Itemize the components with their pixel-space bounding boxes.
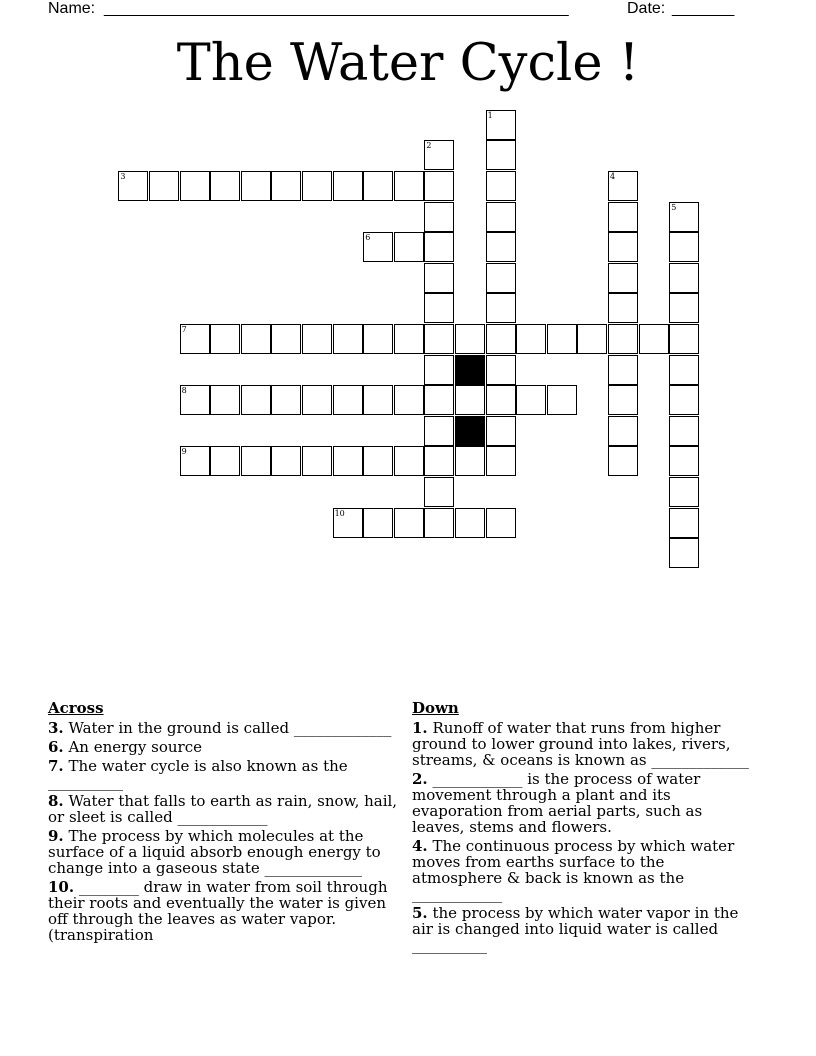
clue-text: Water in the ground is called _____________ — [68, 719, 392, 737]
crossword-cell[interactable] — [424, 477, 454, 507]
crossword-cell[interactable] — [486, 416, 516, 446]
crossword-cell[interactable] — [241, 171, 271, 201]
clue-text: An energy source — [68, 738, 202, 756]
crossword-cell[interactable] — [486, 202, 516, 232]
crossword-cell[interactable] — [608, 385, 638, 415]
crossword-cell[interactable] — [363, 446, 393, 476]
across-clue — [48, 793, 403, 825]
crossword-cell[interactable] — [210, 385, 240, 415]
crossword-cell[interactable] — [424, 355, 454, 385]
crossword-cell[interactable] — [486, 263, 516, 293]
across-clues — [48, 700, 403, 946]
crossword-cell[interactable] — [424, 293, 454, 323]
crossword-cell[interactable] — [608, 171, 638, 201]
clue-number: 6. — [48, 738, 64, 756]
clue-number: 5. — [412, 904, 428, 922]
crossword-cell[interactable] — [333, 171, 363, 201]
crossword-cell[interactable] — [424, 324, 454, 354]
crossword-cell[interactable] — [669, 477, 699, 507]
crossword-cell[interactable] — [302, 171, 332, 201]
crossword-cell[interactable] — [180, 446, 210, 476]
down-clues — [412, 700, 757, 956]
clue-number: 4. — [412, 837, 428, 855]
crossword-cell[interactable] — [363, 324, 393, 354]
name-line[interactable]: ______________________________________________________ — [104, 0, 569, 17]
crossword-cell[interactable] — [608, 416, 638, 446]
crossword-cell[interactable] — [241, 385, 271, 415]
clue-number: 7 — [181, 325, 187, 334]
crossword-cell[interactable] — [608, 263, 638, 293]
crossword-cell[interactable] — [486, 355, 516, 385]
crossword-cell[interactable] — [271, 324, 301, 354]
crossword-cell[interactable] — [486, 293, 516, 323]
crossword-cell[interactable] — [302, 446, 332, 476]
black-square — [455, 355, 485, 385]
crossword-cell[interactable] — [363, 385, 393, 415]
down-heading: Down — [412, 699, 459, 717]
black-square — [455, 416, 485, 446]
crossword-cell[interactable] — [333, 508, 363, 538]
crossword-cell[interactable] — [486, 508, 516, 538]
crossword-cell[interactable] — [424, 263, 454, 293]
across-clue — [48, 758, 403, 790]
clue-number: 8. — [48, 792, 64, 810]
clue-number: 5 — [671, 202, 677, 212]
crossword-cell[interactable] — [486, 171, 516, 201]
date-label: Date: — [627, 0, 666, 17]
crossword-cell[interactable] — [424, 446, 454, 476]
clue-text: ____________ is the process of water movement through a plant and its evaporation from aerial parts, such as leaves, stems and flowers. — [412, 770, 703, 836]
date-line[interactable]: _______ — [672, 0, 735, 17]
down-clue — [412, 720, 757, 768]
crossword-cell[interactable] — [210, 171, 240, 201]
crossword-cell[interactable] — [394, 232, 424, 262]
crossword-cell[interactable] — [608, 202, 638, 232]
crossword-cell[interactable] — [333, 324, 363, 354]
clue-number: 3 — [120, 172, 126, 181]
crossword-cell[interactable] — [608, 324, 638, 354]
crossword-cell[interactable] — [333, 446, 363, 476]
crossword-cell[interactable] — [210, 446, 240, 476]
clue-number: 7. — [48, 757, 64, 775]
clue-text: Water that falls to earth as rain, snow, hail, or sleet is called ____________ — [48, 792, 398, 826]
crossword-cell[interactable] — [669, 293, 699, 323]
crossword-cell[interactable] — [608, 293, 638, 323]
crossword-cell[interactable] — [608, 355, 638, 385]
crossword-cell[interactable] — [639, 324, 669, 354]
crossword-cell[interactable] — [577, 324, 607, 354]
crossword-cell[interactable] — [424, 202, 454, 232]
crossword-cell[interactable] — [486, 446, 516, 476]
crossword-cell[interactable] — [424, 140, 454, 170]
down-clue — [412, 905, 757, 953]
crossword-cell[interactable] — [486, 385, 516, 415]
clue-number: 6 — [365, 233, 371, 243]
crossword-cell[interactable] — [455, 508, 485, 538]
across-clue — [48, 828, 403, 876]
crossword-cell[interactable] — [516, 324, 546, 354]
crossword-cell[interactable] — [210, 324, 240, 354]
crossword-cell[interactable] — [669, 538, 699, 568]
crossword-cell[interactable] — [455, 446, 485, 476]
clue-text: Runoff of water that runs from higher ground to lower ground into lakes, rivers, streams, & oceans is known as _____________ — [412, 719, 749, 769]
crossword-cell[interactable] — [180, 171, 210, 201]
crossword-cell[interactable] — [669, 508, 699, 538]
crossword-cell[interactable] — [241, 324, 271, 354]
crossword-cell[interactable] — [363, 232, 393, 262]
clue-number: 3. — [48, 719, 64, 737]
across-clue — [48, 739, 403, 755]
clue-text: The process by which molecules at the surface of a liquid absorb enough energy to change into a gaseous state _____________ — [48, 827, 381, 877]
name-label: Name: — [48, 0, 96, 17]
crossword-cell[interactable] — [394, 171, 424, 201]
crossword-cell[interactable] — [271, 171, 301, 201]
crossword-cell[interactable] — [424, 385, 454, 415]
crossword-cell[interactable] — [486, 324, 516, 354]
crossword-cell[interactable] — [180, 324, 210, 354]
clue-number: 10 — [334, 508, 345, 518]
across-heading: Across — [48, 699, 104, 717]
crossword-cell[interactable] — [180, 385, 210, 415]
crossword-cell[interactable] — [455, 385, 485, 415]
clue-text: The water cycle is also known as the __________ — [48, 757, 348, 791]
crossword-cell[interactable] — [394, 324, 424, 354]
clue-number: 10. — [48, 878, 75, 896]
crossword-cell[interactable] — [455, 324, 485, 354]
clue-number: 2 — [426, 141, 432, 151]
crossword-cell[interactable] — [241, 446, 271, 476]
crossword-cell[interactable] — [424, 416, 454, 446]
crossword-cell[interactable] — [118, 171, 148, 201]
crossword-cell[interactable] — [669, 446, 699, 476]
clue-text: the process by which water vapor in the air is changed into liquid water is called __________ — [412, 904, 739, 954]
down-clue — [412, 771, 757, 835]
clue-number: 9 — [181, 447, 187, 457]
crossword-cell[interactable] — [394, 508, 424, 538]
crossword-cell[interactable] — [547, 324, 577, 354]
across-clue — [48, 720, 403, 736]
clue-number: 4 — [610, 172, 616, 181]
page-title: The Water Cycle ! — [176, 34, 640, 93]
crossword-cell[interactable] — [547, 385, 577, 415]
clue-text: The continuous process by which water moves from earths surface to the atmosphere & back is known as the ____________ — [412, 837, 735, 903]
crossword-cell[interactable] — [333, 385, 363, 415]
crossword-cell[interactable] — [271, 385, 301, 415]
crossword-cell[interactable] — [608, 446, 638, 476]
crossword-cell[interactable] — [271, 446, 301, 476]
crossword-cell[interactable] — [149, 171, 179, 201]
clue-number: 2. — [412, 770, 428, 788]
crossword-cell[interactable] — [516, 385, 546, 415]
crossword-cell[interactable] — [669, 416, 699, 446]
crossword-cell[interactable] — [363, 171, 393, 201]
crossword-cell[interactable] — [486, 140, 516, 170]
crossword-cell[interactable] — [669, 232, 699, 262]
crossword-cell[interactable] — [394, 385, 424, 415]
crossword-cell[interactable] — [363, 508, 393, 538]
down-clue — [412, 838, 757, 902]
crossword-cell[interactable] — [394, 446, 424, 476]
crossword-cell[interactable] — [424, 508, 454, 538]
clue-text: ________ draw in water from soil through their roots and eventually the water is given off through the leaves as water vapor. (transpiration — [48, 878, 388, 944]
clue-number: 1. — [412, 719, 428, 737]
crossword-cell[interactable] — [669, 385, 699, 415]
crossword-cell[interactable] — [669, 202, 699, 232]
clue-number: 8 — [181, 386, 187, 396]
crossword-cell[interactable] — [669, 263, 699, 293]
crossword-cell[interactable] — [486, 110, 516, 140]
crossword-cell[interactable] — [669, 355, 699, 385]
crossword-cell[interactable] — [486, 232, 516, 262]
clue-number: 1 — [487, 110, 493, 120]
crossword-cell[interactable] — [424, 171, 454, 201]
across-clue — [48, 879, 403, 943]
clue-number: 9. — [48, 827, 64, 845]
crossword-cell[interactable] — [302, 385, 332, 415]
crossword-cell[interactable] — [424, 232, 454, 262]
crossword-cell[interactable] — [302, 324, 332, 354]
crossword-cell[interactable] — [608, 232, 638, 262]
crossword-cell[interactable] — [669, 324, 699, 354]
